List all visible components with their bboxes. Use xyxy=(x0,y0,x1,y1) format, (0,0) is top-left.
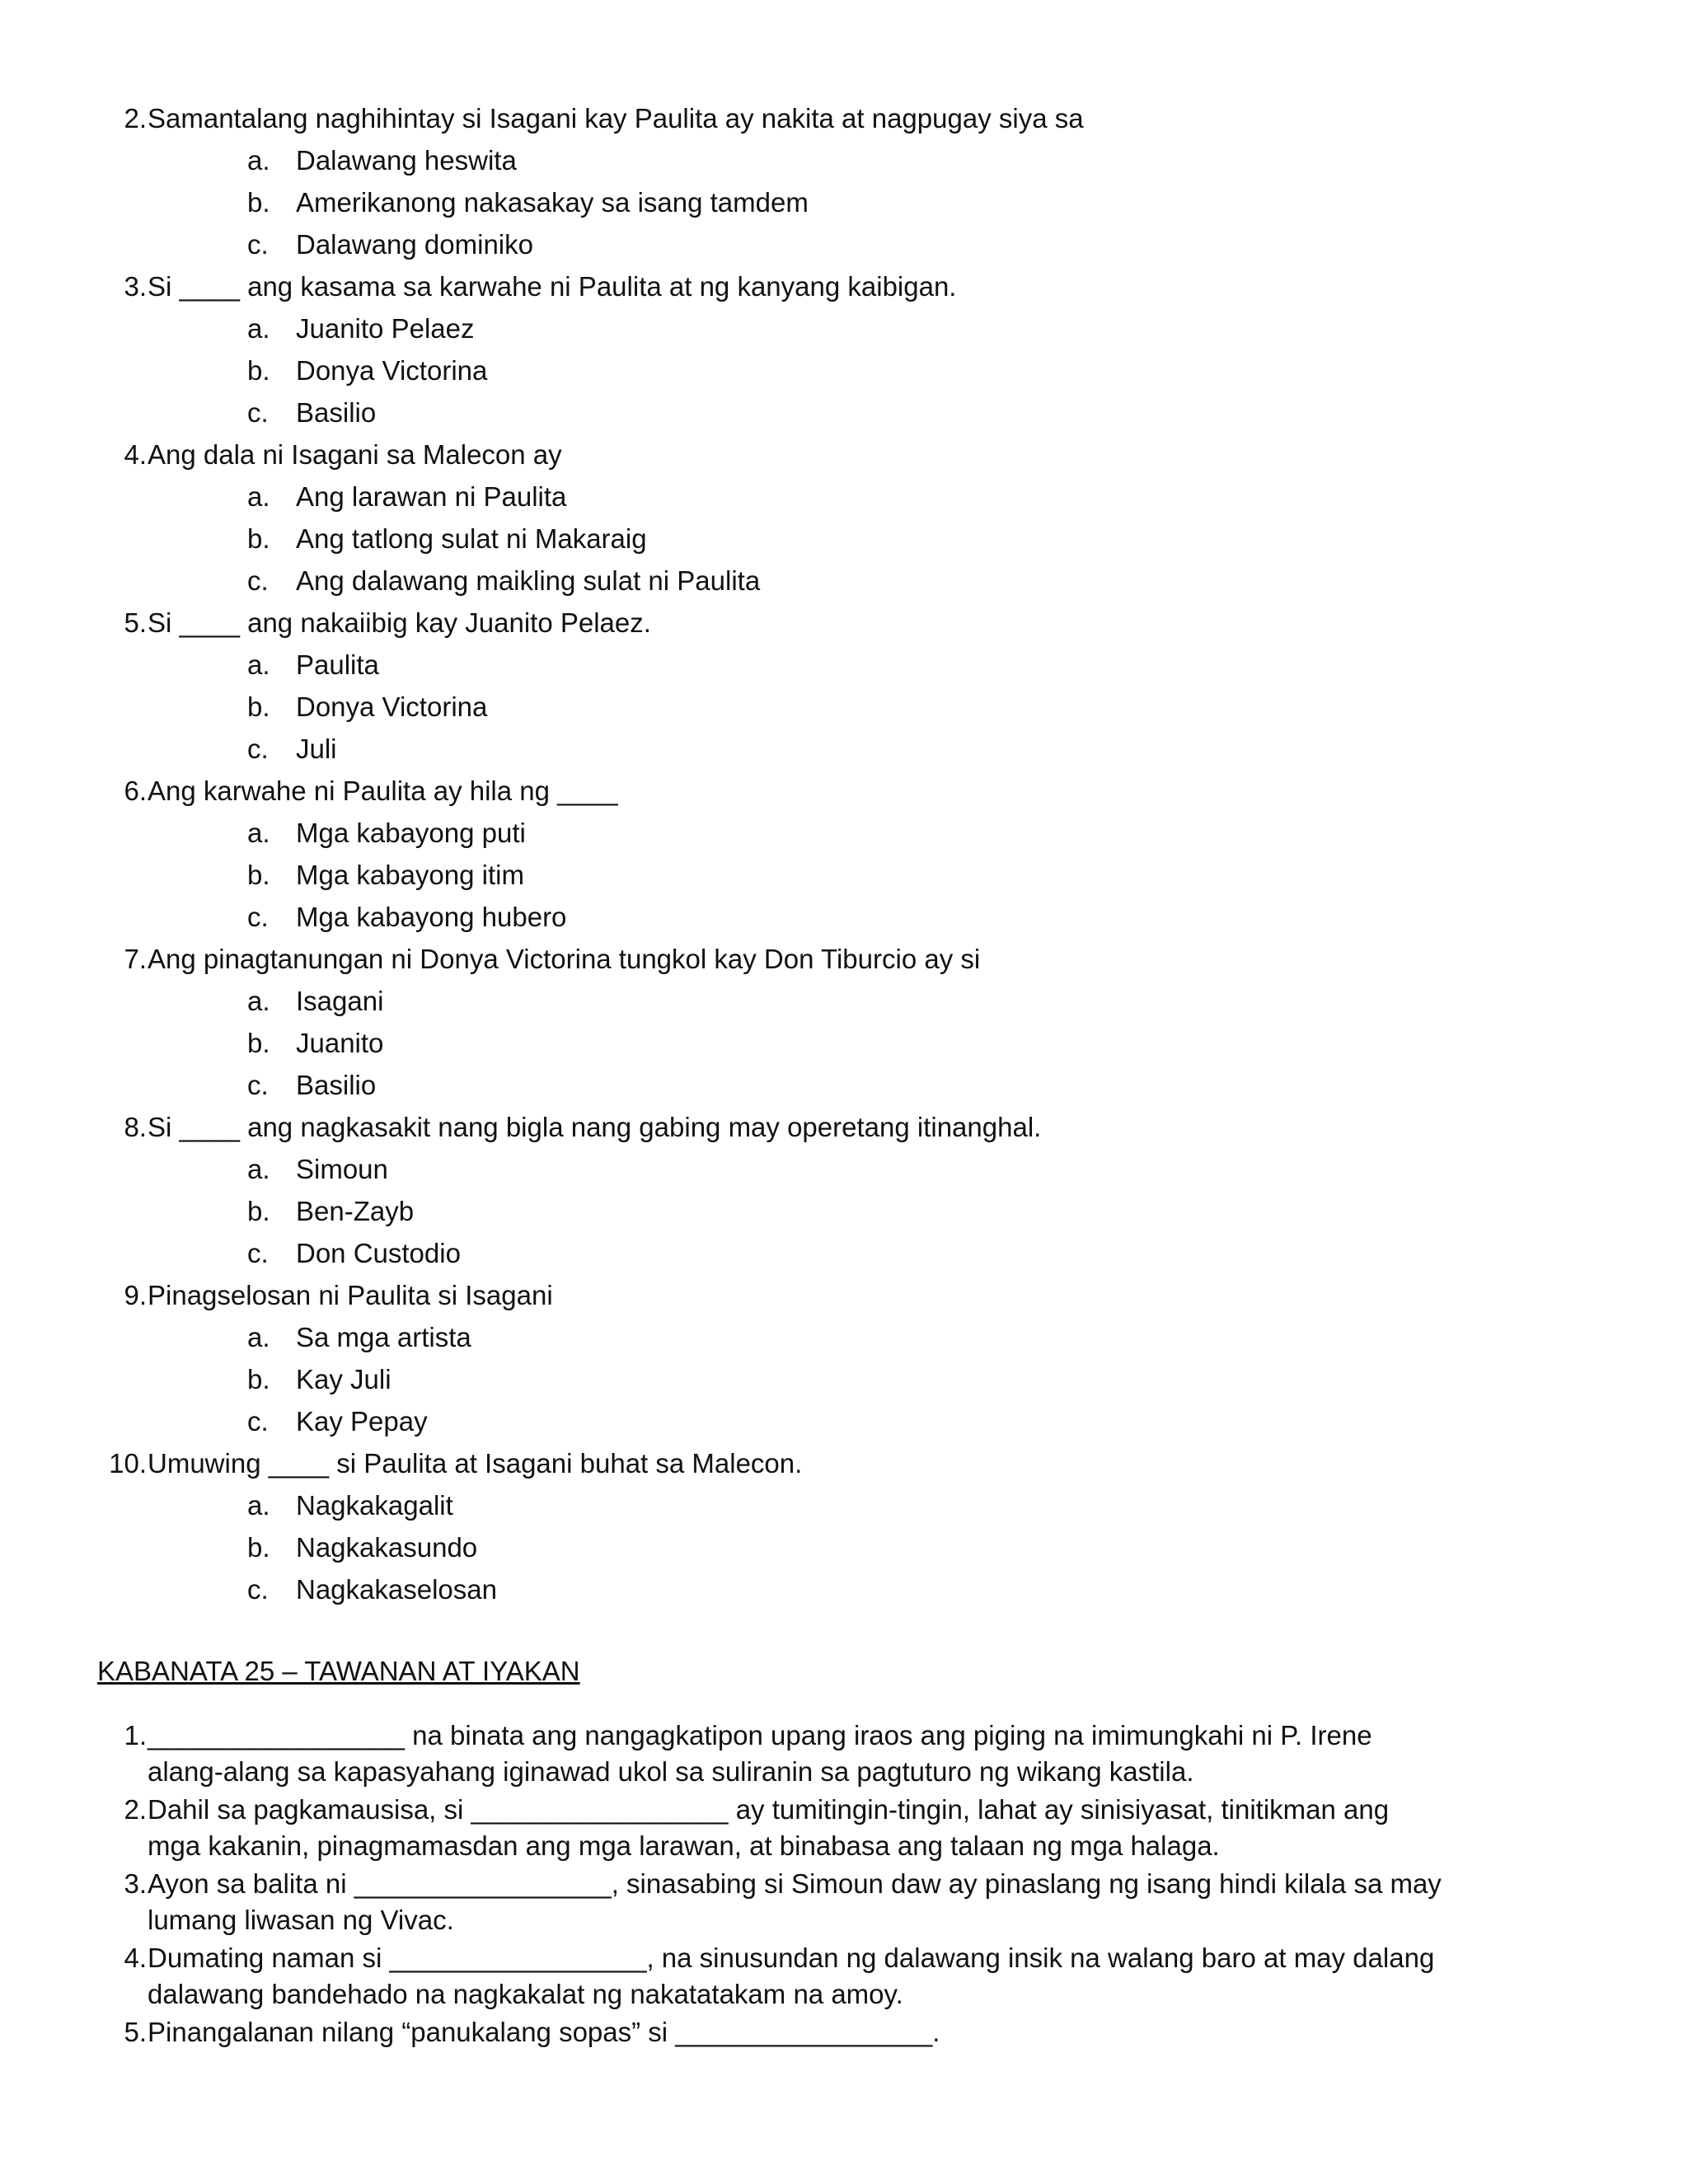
option-text: Kay Pepay xyxy=(296,1406,428,1436)
question-number: 5. xyxy=(124,607,147,638)
item-text-line: Dahil sa pagkamausisa, si _________________ ay tumitingin-tingin, lahat ay sinisiyasat, tinitikman ang xyxy=(148,1794,1390,1825)
option-letter: b. xyxy=(247,860,270,890)
question-number: 2. xyxy=(124,103,147,134)
item-text-line: mga kakanin, pinagmamasdan ang mga larawan, at binabasa ang talaan ng mga halaga. xyxy=(148,1830,1220,1861)
option-letter: a. xyxy=(247,986,270,1016)
item-number: 3. xyxy=(124,1868,147,1899)
option-letter: b. xyxy=(247,523,270,554)
option-letter: b. xyxy=(247,1028,270,1058)
option-letter: c. xyxy=(247,1406,269,1436)
option-text: Donya Victorina xyxy=(296,691,488,722)
option-letter: b. xyxy=(247,691,270,722)
option-text: Kay Juli xyxy=(296,1364,392,1394)
option-text: Ang larawan ni Paulita xyxy=(296,481,567,512)
item-number: 2. xyxy=(124,1794,147,1825)
option-letter: b. xyxy=(247,1532,270,1563)
option-text: Juanito Pelaez xyxy=(296,313,475,344)
option-letter: a. xyxy=(247,818,270,848)
option-text: Paulita xyxy=(296,649,379,680)
option-text: Ang dalawang maikling sulat ni Paulita xyxy=(296,565,761,596)
option-text: Nagkakagalit xyxy=(296,1490,453,1521)
option-letter: a. xyxy=(247,1322,270,1352)
item-text-line: Dumating naman si _________________, na sinusundan ng dalawang insik na walang baro at may dalang xyxy=(148,1943,1435,1973)
item-text-line: _________________ na binata ang nangagkatipon upang iraos ang piging na imimungkahi ni P. Irene xyxy=(148,1720,1372,1750)
option-letter: a. xyxy=(247,145,270,176)
item-text-line: dalawang bandehado na nagkakalat ng nakatatakam na amoy. xyxy=(148,1979,903,2009)
option-text: Nagkakaselosan xyxy=(296,1574,497,1605)
option-letter: a. xyxy=(247,1490,270,1521)
option-text: Basilio xyxy=(296,397,377,428)
option-letter: c. xyxy=(247,733,269,764)
option-letter: c. xyxy=(247,397,269,428)
option-letter: c. xyxy=(247,229,269,260)
option-text: Dalawang heswita xyxy=(296,145,517,176)
option-letter: c. xyxy=(247,902,269,932)
option-letter: b. xyxy=(247,355,270,386)
option-text: Simoun xyxy=(296,1154,388,1184)
question-text: Si ____ ang kasama sa karwahe ni Paulita at ng kanyang kaibigan. xyxy=(148,271,957,302)
option-letter: b. xyxy=(247,187,270,218)
option-text: Nagkakasundo xyxy=(296,1532,478,1563)
option-text: Juli xyxy=(296,733,337,764)
question-text: Ang pinagtanungan ni Donya Victorina tungkol kay Don Tiburcio ay si xyxy=(148,944,981,974)
option-text: Ang tatlong sulat ni Makaraig xyxy=(296,523,647,554)
option-text: Mga kabayong hubero xyxy=(296,902,567,932)
item-number: 4. xyxy=(124,1943,147,1973)
item-number: 5. xyxy=(124,2017,147,2047)
option-text: Sa mga artista xyxy=(296,1322,471,1352)
question-text: Samantalang naghihintay si Isagani kay Paulita ay nakita at nagpugay siya sa xyxy=(148,103,1084,134)
option-letter: c. xyxy=(247,1238,269,1268)
option-letter: c. xyxy=(247,1070,269,1100)
item-number: 1. xyxy=(124,1720,147,1750)
option-letter: a. xyxy=(247,649,270,680)
item-text-line: lumang liwasan ng Vivac. xyxy=(148,1905,454,1935)
option-letter: a. xyxy=(247,1154,270,1184)
option-letter: a. xyxy=(247,481,270,512)
option-letter: a. xyxy=(247,313,270,344)
option-text: Mga kabayong puti xyxy=(296,818,526,848)
question-number: 10. xyxy=(109,1448,147,1479)
question-text: Pinagselosan ni Paulita si Isagani xyxy=(148,1280,553,1310)
option-text: Ben-Zayb xyxy=(296,1196,415,1226)
question-number: 6. xyxy=(124,776,147,806)
item-text-line: alang-alang sa kapasyahang iginawad ukol sa suliranin sa pagtuturo ng wikang kastila. xyxy=(148,1756,1194,1787)
option-letter: c. xyxy=(247,1574,269,1605)
option-text: Basilio xyxy=(296,1070,377,1100)
option-text: Amerikanong nakasakay sa isang tamdem xyxy=(296,187,809,218)
option-letter: b. xyxy=(247,1364,270,1394)
item-text-line: Pinangalanan nilang “panukalang sopas” si _________________. xyxy=(148,2017,940,2047)
option-text: Isagani xyxy=(296,986,384,1016)
question-number: 3. xyxy=(124,271,147,302)
option-text: Juanito xyxy=(296,1028,384,1058)
question-text: Ang karwahe ni Paulita ay hila ng ____ xyxy=(148,776,618,806)
question-number: 7. xyxy=(124,944,147,974)
option-text: Donya Victorina xyxy=(296,355,488,386)
section-heading: KABANATA 25 – TAWANAN AT IYAKAN xyxy=(97,1656,580,1686)
question-text: Si ____ ang nakaiibig kay Juanito Pelaez. xyxy=(148,607,651,638)
option-text: Don Custodio xyxy=(296,1238,461,1268)
question-number: 4. xyxy=(124,439,147,470)
question-text: Si ____ ang nagkasakit nang bigla nang gabing may operetang itinanghal. xyxy=(148,1112,1042,1142)
item-text-line: Ayon sa balita ni _________________, sinasabing si Simoun daw ay pinaslang ng isang hindi kilala sa may xyxy=(148,1868,1442,1899)
option-letter: b. xyxy=(247,1196,270,1226)
question-number: 9. xyxy=(124,1280,147,1310)
option-text: Mga kabayong itim xyxy=(296,860,524,890)
question-number: 8. xyxy=(124,1112,147,1142)
question-text: Ang dala ni Isagani sa Malecon ay xyxy=(148,439,562,470)
option-letter: c. xyxy=(247,565,269,596)
question-text: Umuwing ____ si Paulita at Isagani buhat sa Malecon. xyxy=(148,1448,803,1479)
option-text: Dalawang dominiko xyxy=(296,229,533,260)
